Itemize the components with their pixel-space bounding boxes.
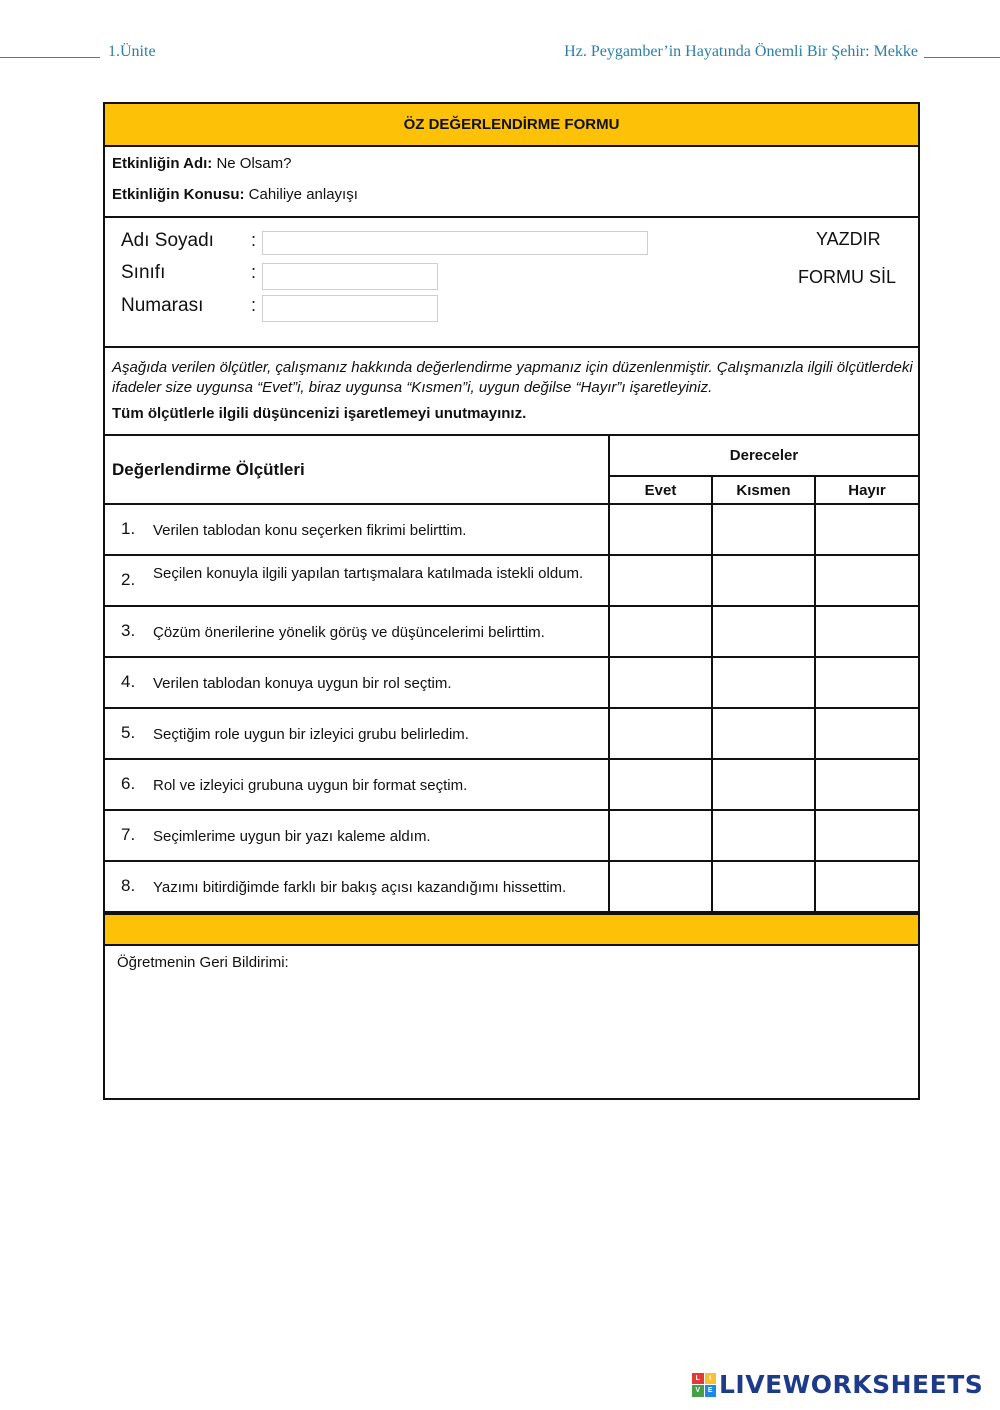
logo-badge-icon (692, 1373, 716, 1397)
clear-form-button[interactable]: FORMU SİL (798, 267, 897, 287)
check-evet[interactable] (609, 759, 712, 810)
number-colon: : (251, 295, 257, 315)
criteria-table (105, 436, 918, 913)
check-evet[interactable] (609, 504, 712, 555)
criterion-number: 5. (121, 723, 136, 742)
class-label: Sınıfı (121, 262, 166, 283)
class-input[interactable] (262, 263, 438, 290)
yellow-divider (105, 915, 918, 946)
instructions (105, 348, 918, 436)
teacher-feedback (105, 946, 918, 1098)
instructions-reminder: Tüm ölçütlerle ilgili düşüncenizi işaretlemeyi unutmayınız. (112, 405, 527, 422)
logo-badge-letter: I (705, 1373, 717, 1385)
criterion-number: 3. (121, 621, 136, 640)
form-title: ÖZ DEĞERLENDİRME FORMU (105, 104, 918, 147)
criterion-number: 6. (121, 774, 136, 793)
number-input[interactable] (262, 295, 438, 322)
class-colon: : (251, 262, 257, 282)
table-row (105, 555, 918, 606)
activity-info (105, 147, 918, 218)
check-kismen[interactable] (712, 861, 815, 912)
criteria-header: Değerlendirme Ölçütleri (105, 436, 609, 504)
self-assessment-form (103, 102, 920, 1100)
logo-badge-letter: V (692, 1385, 704, 1397)
check-evet[interactable] (609, 810, 712, 861)
table-row (105, 606, 918, 657)
name-label: Adı Soyadı (121, 230, 214, 251)
check-hayir[interactable] (815, 810, 918, 861)
check-hayir[interactable] (815, 504, 918, 555)
criterion-text: Seçtiğim role uygun bir izleyici grubu belirledim. (153, 726, 469, 743)
liveworksheets-logo (692, 1370, 983, 1399)
check-kismen[interactable] (712, 708, 815, 759)
criterion-text: Çözüm önerilerine yönelik görüş ve düşüncelerimi belirttim. (153, 624, 545, 641)
criterion-text: Seçilen konuyla ilgili yapılan tartışmalara katılmada istekli oldum. (153, 565, 584, 582)
header-rule-left (0, 57, 100, 58)
check-evet[interactable] (609, 657, 712, 708)
check-hayir[interactable] (815, 861, 918, 912)
check-kismen[interactable] (712, 504, 815, 555)
check-kismen[interactable] (712, 555, 815, 606)
criterion-number: 8. (121, 876, 136, 895)
check-evet[interactable] (609, 555, 712, 606)
degrees-header: Dereceler (609, 436, 918, 476)
number-label: Numarası (121, 295, 204, 316)
student-identity (105, 218, 918, 348)
table-row (105, 708, 918, 759)
check-evet[interactable] (609, 708, 712, 759)
name-colon: : (251, 230, 257, 250)
criterion-text: Yazımı bitirdiğimde farklı bir bakış açısı kazandığımı hissettim. (153, 879, 567, 896)
criterion-text: Seçimlerime uygun bir yazı kaleme aldım. (153, 828, 431, 845)
check-evet[interactable] (609, 861, 712, 912)
logo-badge-letter: L (692, 1373, 704, 1385)
criterion-text: Rol ve izleyici grubuna uygun bir format seçtim. (153, 777, 468, 794)
chapter-title: Hz. Peygamber’in Hayatında Önemli Bir Şehir: Mekke (564, 43, 918, 60)
logo-text: LIVEWORKSHEETS (719, 1370, 984, 1399)
activity-name-value: Ne Olsam? (212, 155, 292, 172)
criterion-text: Verilen tablodan konuya uygun bir rol seçtim. (153, 675, 452, 692)
degree-hayir-header: Hayır (815, 476, 918, 504)
table-row (105, 759, 918, 810)
table-row (105, 861, 918, 912)
check-kismen[interactable] (712, 657, 815, 708)
criterion-number: 1. (121, 519, 136, 538)
table-row (105, 504, 918, 555)
unit-label: 1.Ünite (108, 43, 156, 60)
print-button[interactable]: YAZDIR (816, 229, 881, 249)
header-rule-right (924, 57, 1000, 58)
check-hayir[interactable] (815, 606, 918, 657)
check-kismen[interactable] (712, 810, 815, 861)
check-kismen[interactable] (712, 759, 815, 810)
check-evet[interactable] (609, 606, 712, 657)
check-hayir[interactable] (815, 657, 918, 708)
activity-topic-value: Cahiliye anlayışı (244, 186, 358, 203)
logo-badge-letter: E (705, 1385, 717, 1397)
check-hayir[interactable] (815, 555, 918, 606)
degree-kismen-header: Kısmen (712, 476, 815, 504)
check-hayir[interactable] (815, 759, 918, 810)
check-kismen[interactable] (712, 606, 815, 657)
activity-topic-label: Etkinliğin Konusu: (112, 186, 245, 203)
feedback-label: Öğretmenin Geri Bildirimi: (117, 954, 289, 971)
name-input[interactable] (262, 231, 648, 255)
degree-evet-header: Evet (609, 476, 712, 504)
table-row (105, 657, 918, 708)
check-hayir[interactable] (815, 708, 918, 759)
criterion-number: 4. (121, 672, 136, 691)
table-row (105, 810, 918, 861)
instructions-text: Aşağıda verilen ölçütler, çalışmanız hakkında değerlendirme yapmanız için düzenlenmiştir. Çalışmanızla ilgili ölçütlerdeki ifadeler size uygunsa “Evet”i, biraz uygunsa “Kısmen”i, uygun değilse “Hayır”ı işaretleyiniz. (112, 359, 913, 396)
activity-name-label: Etkinliğin Adı: (112, 155, 213, 172)
criteria-table-wrap (105, 436, 918, 915)
criterion-text: Verilen tablodan konu seçerken fikrimi belirttim. (153, 522, 467, 539)
criterion-number: 2. (121, 570, 136, 589)
criterion-number: 7. (121, 825, 136, 844)
